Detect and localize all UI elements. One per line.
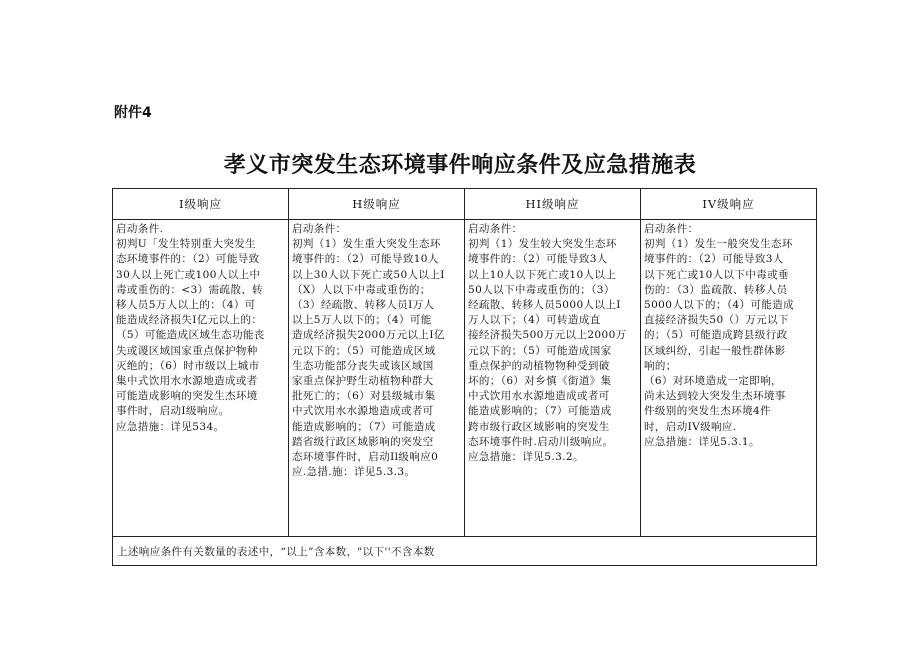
cell-text-line: 重点保护的动植物物种受到破	[468, 359, 610, 372]
cell-text-line: （6）对环境造成一定即响，	[644, 375, 782, 388]
cell-text-line: 尚未达到较大突发生杰环境事	[644, 390, 786, 403]
cell-text-line: 应急措施：详见5.3.2。	[468, 451, 584, 464]
cell-text-line: 以上10人以下死亡或10人以上	[468, 268, 617, 281]
cell-text-line: 启动条件.	[116, 223, 164, 235]
cell-text-line: （5）可能造成区域生态功能丧	[116, 329, 265, 342]
cell-text-line: 中式饮用水水源地造成或者可	[292, 405, 434, 418]
cell-text-line: 中式饮用水水源地造成或者可	[468, 390, 610, 403]
cell-text-line: 事件时，启动I级响应。	[116, 405, 230, 418]
cell-text-line: 启动条件：	[292, 223, 347, 235]
cell-text-line: 能造成经济损失I亿元以上的：	[116, 314, 263, 327]
cell-text-line: 元以下的；（5）可能造成区域	[292, 344, 436, 357]
cell-text-line: 以下死亡或10人以下中毒或垂	[644, 268, 789, 281]
cell-text-line: 初判（1）发生重大突发生态环	[292, 238, 441, 251]
cell-text-line: （X）人以下中毒或重伤的；	[292, 283, 431, 296]
cell-text-line: （3）经疏散、转移人员I万人	[292, 299, 435, 312]
cell-text-line: 境事件的：（2）可能导致3人	[468, 253, 608, 266]
cell-text-line: 元以下的；（5）可能造成国家	[468, 344, 612, 357]
cell-text-line: 家重点保护野生动植物种群大	[292, 375, 434, 388]
column-header-level-1: I级响应	[113, 189, 289, 220]
footnote-row	[113, 537, 817, 566]
cell-text-line: 批死亡的；（6）对县级城市集	[292, 390, 436, 403]
attachment-label: 附件4	[114, 105, 152, 121]
cell-text-line: 应急措施：详见5.3.1。	[644, 435, 760, 448]
cell-text-line: 毒或重伤的：<3）需疏散、转	[116, 283, 264, 296]
cell-text-line: 响的；	[644, 359, 677, 372]
column-header-level-2: H级响应	[289, 189, 465, 220]
cell-text-line: 直接经济损失50（）万元以下	[644, 314, 789, 327]
cell-text-line: 跨市级行政区域影响的突发生	[468, 420, 610, 433]
cell-text-line: 移人员5万人以上的：（4）可	[116, 299, 256, 312]
cell-text-line: 5000人以下的；（4）可能造成	[644, 299, 795, 312]
cell-level-3	[465, 220, 641, 537]
cell-text-line: 经疏散、转移人员5000人以上I	[468, 299, 621, 312]
response-table	[112, 188, 817, 566]
cell-text-line: 件级别的突发生杰环境4件	[644, 405, 771, 418]
cell-text-line: 灭绝的；（6）时市级以上城市	[116, 359, 260, 372]
cell-text-line: 30人以上死亡或100人以上中	[116, 268, 261, 281]
cell-text-line: 以上30人以下死亡或50人以上I	[292, 268, 445, 281]
cell-text-line: 应急措施：详见534。	[116, 420, 225, 433]
cell-text-line: 失或谡区域国家重点保护物种	[116, 344, 258, 357]
cell-text-line: 时，启动IV级响应.	[644, 420, 737, 433]
cell-text-line: 能造成影响的；（7）可能造成	[292, 420, 436, 433]
cell-text-line: 可能造成影响的突发生杰环境	[116, 390, 258, 403]
cell-text-line: 启动条件：	[644, 223, 699, 235]
column-header-level-4: IV级响应	[641, 189, 817, 220]
cell-text-line: 境事件的：（2）可能导致3人	[644, 253, 784, 266]
cell-level-4	[641, 220, 817, 537]
footnote: 上述响应条件有关数量的表述中，“以上”含本数，"以下''不含本数	[113, 537, 817, 566]
cell-text-line: 初判（1）发生一般突发生态环	[644, 238, 793, 251]
cell-text-line: 态环境事件时.启动川级响应。	[468, 435, 614, 448]
cell-text-line: 态环境事件时，启动Il级响应0	[292, 451, 439, 464]
cell-text-line: 的；（5）可能造成跨县级行政	[644, 329, 788, 342]
cell-text-line: 境事件的：（2）可能导致10人	[292, 253, 439, 266]
cell-text-line: 启动条件：	[468, 223, 523, 235]
table-header-row	[113, 189, 817, 220]
cell-text-line: 以上5万人以下的；（4）可能	[292, 314, 432, 327]
cell-text-line: 集中式饮用水水源地造成或者	[116, 375, 258, 388]
cell-text-line: 接经济损失500万元以上2000万	[468, 329, 627, 342]
cell-level-1	[113, 220, 289, 537]
cell-text-line: 伤的：（3）监疏散、转移人员	[644, 283, 788, 296]
cell-text-line: 初判（1）发生较大突发生态环	[468, 238, 617, 251]
page-title: 孝义市突发生态环境事件响应条件及应急措施表	[223, 153, 697, 178]
cell-text-line: 应.急措.施：详见5.3.3。	[292, 466, 416, 479]
cell-text-line: 能造成影响的；（7）可能造成	[468, 405, 612, 418]
cell-text-line: 区域纠纷，引起一般性群体影	[644, 344, 786, 357]
cell-text-line: 造成经济损失2000万元以上I亿	[292, 329, 445, 342]
cell-text-line: 生态功能部分丧失或该区域国	[292, 359, 434, 372]
column-header-level-3: HI级响应	[465, 189, 641, 220]
cell-text-line: 踏省级行政区域影响的突发空	[292, 435, 434, 448]
cell-text-line: 坏的；（6）对乡慎《街道》集	[468, 375, 612, 388]
cell-text-line: 初判U「发生特别重大突发生	[116, 238, 257, 251]
cell-text-line: 50人以下中毒或重伤的；（3）	[468, 283, 615, 296]
cell-text-line: 态环境事件的：（2）可能导致	[116, 253, 260, 266]
cell-text-line: 万人以下；（4）可转造成直	[468, 314, 601, 327]
table-row	[113, 220, 817, 537]
cell-level-2	[289, 220, 465, 537]
